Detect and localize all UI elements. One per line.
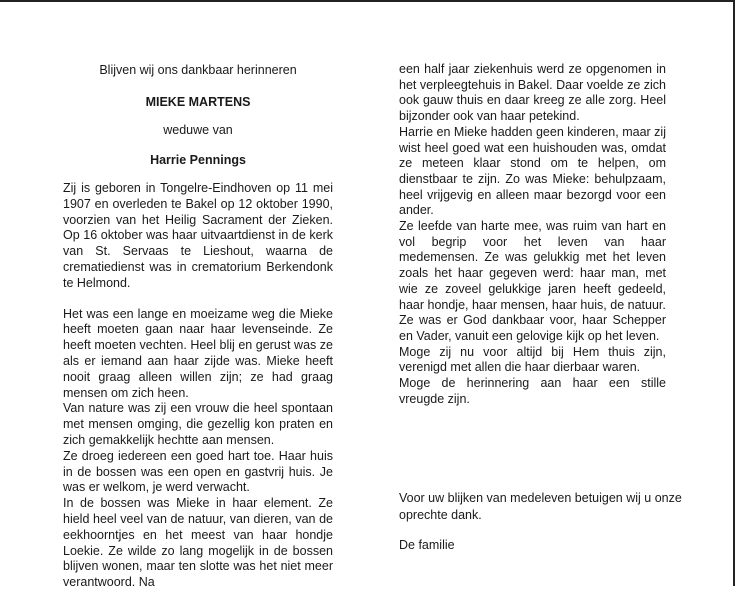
paragraph-hospitality: Ze droeg iedereen een goed hart toe. Haar huis in de bossen was een open en gastvrij huis. Je was er welkom, je werd verwacht. bbox=[63, 448, 333, 495]
paragraph-prayer: Moge zij nu voor altijd bij Hem thuis zijn, verenigd met allen die haar dierbaar waren. bbox=[399, 344, 666, 375]
thanks-note: Voor uw blijken van medeleven betuigen wij u onze oprechte dank. bbox=[399, 491, 682, 522]
paragraph-memory: Moge de herinnering aan haar een stille vreugde zijn. bbox=[399, 376, 666, 406]
spouse-name: Harrie Pennings bbox=[150, 153, 246, 167]
deceased-name: MIEKE MARTENS bbox=[145, 95, 251, 109]
paragraph-biography: Zij is geboren in Tongelre-Eindhoven op 11 mei 1907 en overleden te Bakel op 12 oktober 1990, voorzien van het Heilig Sacrament der Zieken. Op 16 oktober was haar uitvaartdienst in de kerk van St. Servaas te Lieshout, waarna de crematiedienst was in crematorium Berkendonk te Helmond. bbox=[63, 181, 333, 290]
right-column bbox=[399, 62, 666, 407]
paragraph-nature: Van nature was zij een vrouw die heel spontaan met mensen omging, die gezellig kon praten en zich gemakkelijk hechtte aan mensen. bbox=[63, 401, 333, 447]
paragraph-helpful: Harrie en Mieke hadden geen kinderen, maar zij wist heel goed wat een huishouden was, omdat ze meteen klaar stond om te helpen, om dienstbaar te zijn. Zo was Mieke: behulpzaam, heel vrijgevig en alleen maar bezorgd voor een ander. bbox=[399, 124, 666, 218]
family-signoff: De familie bbox=[399, 538, 455, 552]
top-border bbox=[0, 0, 735, 2]
paragraph-struggle: Het was een lange en moeizame weg die Mieke heeft moeten gaan naar haar levenseinde. Ze heeft moeten vechten. Heel blij en gerust was ze als er iemand aan haar zijde was. Mieke heeft nooit graag alleen willen zijn; ze had graag mensen om zich heen. bbox=[63, 306, 333, 400]
left-column bbox=[63, 62, 333, 591]
relation-line: weduwe van bbox=[163, 123, 233, 137]
paragraph-faith: Ze was er God dankbaar voor, haar Schepper en Vader, vanuit een gelovige kijk op het leven. bbox=[399, 313, 666, 343]
paragraph-life: Ze leefde van harte mee, was ruim van hart en vol begrip voor het leven van haar medemensen. Ze was gelukkig met het leven zoals het haar gegeven werd: haar man, met wie ze zoveel gelukkige jaren heeft gedeeld, haar hondje, haar mensen, haar huis, de natuur. bbox=[399, 219, 666, 312]
paragraph-care-home: een half jaar ziekenhuis werd ze opgenomen in het verpleegtehuis in Bakel. Daar voelde ze zich ook gauw thuis en daar kreeg ze alle zorg. Heel bijzonder ook van haar petekind. bbox=[399, 62, 666, 124]
intro-line: Blijven wij ons dankbaar herinneren bbox=[99, 63, 297, 77]
paragraph-woods: In de bossen was Mieke in haar element. Ze hield heel veel van de natuur, van dieren, van de eekhoorntjes en het meest van haar hondje Loekie. Ze wilde zo lang mogelijk in de bossen blijven wonen, maar ten slotte was het niet meer verantwoord. Na bbox=[63, 496, 333, 590]
